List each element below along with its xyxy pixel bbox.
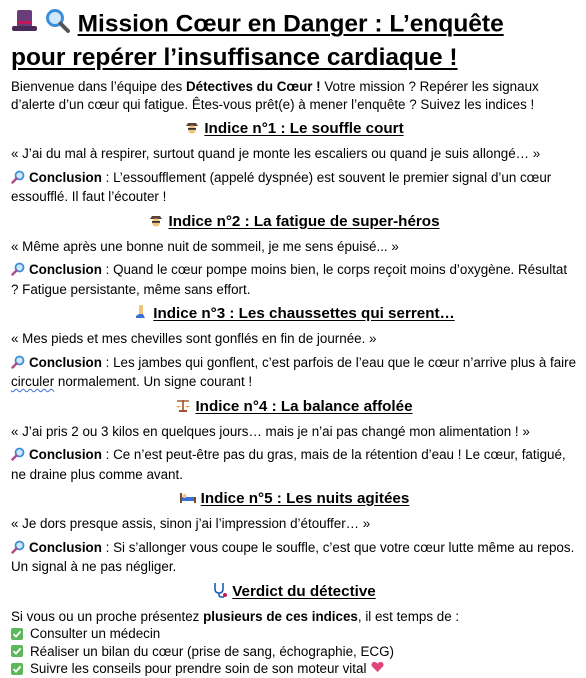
title-line-1: Mission Cœur en Danger : L’enquête [77,10,504,38]
clue-1-quote: « J’ai du mal à respirer, surtout quand je monte les escaliers ou quand je suis allongé… » [11,146,541,161]
list-item: Réaliser un bilan du cœur (prise de sang, échographie, ECG) [11,643,577,661]
list-item: Suivre les conseils pour prendre soin de son moteur vital [11,660,577,678]
detective-icon [184,119,200,140]
top-hat-icon [11,8,38,42]
clue-2-heading: Indice n°2 : La fatigue de super-héros [11,212,577,233]
check-mark-icon [11,645,23,657]
list-item: Consulter un médecin [11,625,577,643]
clue-4-heading: Indice n°4 : La balance affolée [11,397,577,418]
page-title [11,8,577,73]
clue-1-heading: Indice n°1 : Le souffle court [11,119,577,140]
leg-icon [133,304,149,325]
clue-2-quote: « Même après une bonne nuit de sommeil, je me sens épuisé... » [11,238,399,254]
magnifier-icon [11,170,25,189]
verdict-list [11,625,577,678]
clue-2-conclusion: Conclusion : Quand le cœur pompe moins bien, le corps reçoit moins d’oxygène. Résultat ? Fatigue persistante, même sans effort. [11,262,568,297]
clue-5-quote: « Je dors presque assis, sinon j’ai l’impression d’étouffer… » [11,516,371,531]
title-line-2: pour repérer l’insuffisance cardiaque ! [11,44,458,71]
spellcheck-word: circuler [11,374,55,389]
clue-3-heading: Indice n°3 : Les chaussettes qui serrent… [11,304,577,325]
detective-icon [148,212,164,233]
magnifier-icon [11,540,25,559]
magnifier-icon [11,262,25,281]
scale-icon [175,397,191,418]
clue-5-heading: Indice n°5 : Les nuits agitées [11,489,577,510]
heart-icon [371,660,384,678]
check-mark-icon [11,663,23,675]
verdict-heading: Verdict du détective [11,582,577,603]
clue-1-conclusion: Conclusion : L’essoufflement (appelé dyspnée) est souvent le premier signal d’un cœur essoufflé. Il faut l’écouter ! [11,169,552,204]
clue-3-conclusion: Conclusion : Les jambes qui gonflent, c’est parfois de l’eau que le cœur n’arrive plus à faire circuler normalement. Un signe courant ! [11,354,577,389]
document [11,8,577,678]
stethoscope-icon [212,582,228,603]
intro-paragraph: Bienvenue dans l’équipe des Détectives du Cœur ! Votre mission ? Repérer les signaux d’alerte d’un cœur qui fatigue. Êtes-vous prêt(e) à mener l’enquête ? Suivez les indices ! [11,79,539,112]
clue-5-conclusion: Conclusion : Si s’allonger vous coupe le souffle, c’est que votre cœur lutte même au repos. Un signal à ne pas négliger. [11,539,575,574]
clue-4-conclusion: Conclusion : Ce n’est peut-être pas du gras, mais de la rétention d’eau ! Le cœur, fatigué, ne draine plus comme avant. [11,447,566,482]
magnifier-icon [45,8,71,42]
verdict-intro: Si vous ou un proche présentez plusieurs de ces indices, il est temps de : [11,608,460,624]
bed-icon [179,489,197,510]
clue-4-quote: « J’ai pris 2 ou 3 kilos en quelques jours… mais je n’ai pas changé mon alimentation ! » [11,423,530,439]
magnifier-icon [11,355,25,374]
magnifier-icon [11,447,25,466]
clue-3-quote: « Mes pieds et mes chevilles sont gonflés en fin de journée. » [11,331,377,346]
